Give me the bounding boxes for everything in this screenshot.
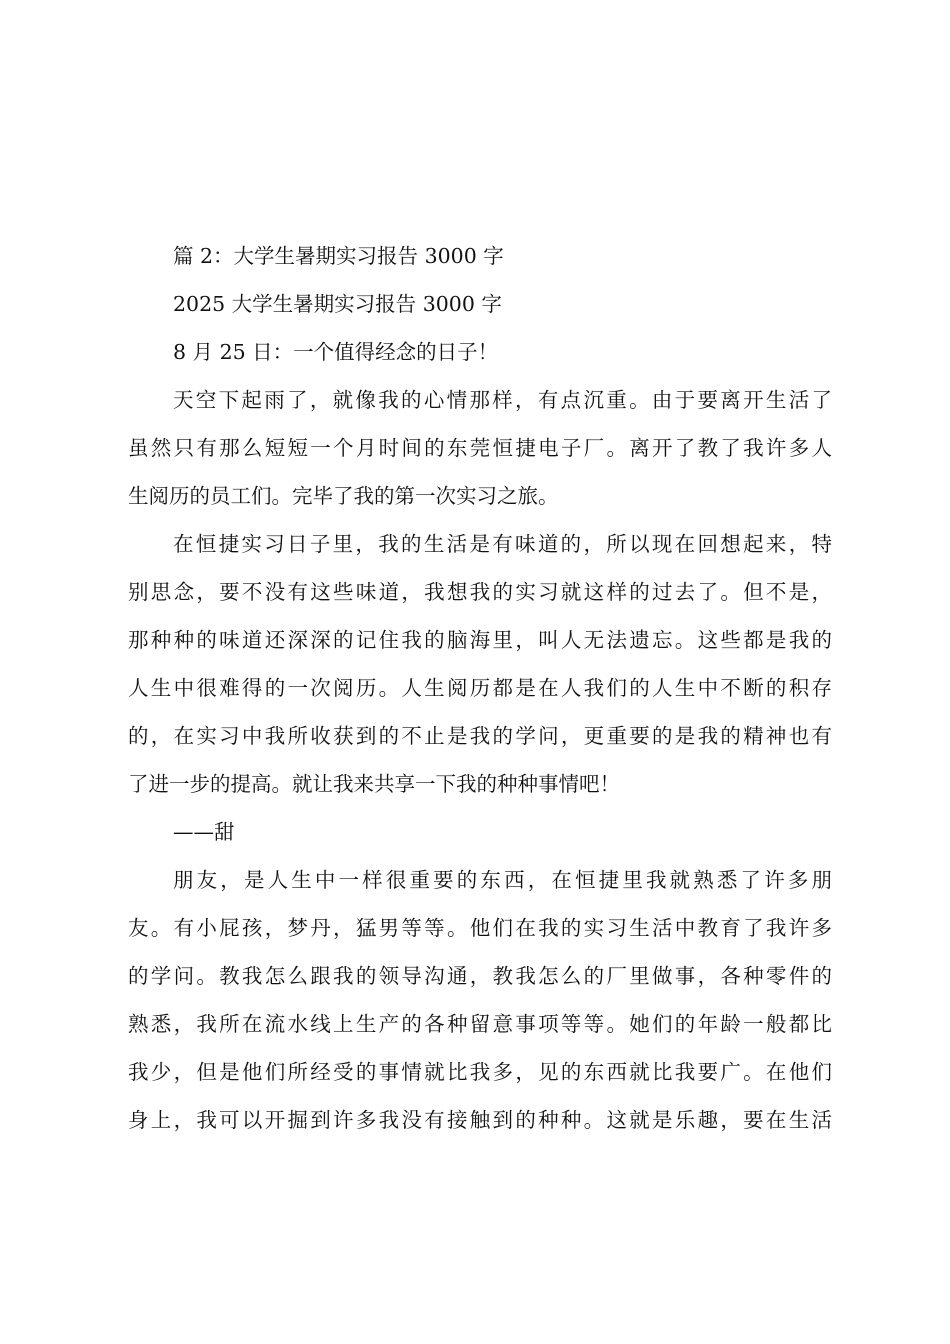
paragraph-line: 生阅历的员工们。完毕了我的第一次实习之旅。	[128, 484, 559, 508]
heading-title: 2025 大学生暑期实习报告 3000 字	[173, 292, 502, 316]
date-line: 8 月 25 日：一个值得经念的日子！	[173, 340, 499, 364]
document-body	[128, 236, 832, 1140]
paragraph-2	[128, 524, 832, 804]
paragraph-3	[128, 860, 832, 1140]
paragraph-line: 的，在实习中我所收获到的不止是我的学问，更重要的是我的精神也有	[128, 724, 832, 748]
paragraph-line: 我少，但是他们所经受的事情就比我多，见的东西就比我要广。在他们	[128, 1060, 832, 1084]
paragraph-line: 身上，我可以开掘到许多我没有接触到的种种。这就是乐趣，要在生活	[128, 1108, 832, 1132]
paragraph-line: 熟悉，我所在流水线上生产的各种留意事项等等。她们的年龄一般都比	[128, 1012, 832, 1036]
paragraph-1	[128, 380, 832, 516]
paragraph-line: 虽然只有那么短短一个月时间的东莞恒捷电子厂。离开了教了我许多人	[128, 436, 832, 460]
paragraph-line: 天空下起雨了，就像我的心情那样，有点沉重。由于要离开生活了	[173, 388, 832, 412]
paragraph-line: 了进一步的提高。就让我来共享一下我的种种事情吧！	[128, 772, 620, 796]
heading-part: 篇 2：大学生暑期实习报告 3000 字	[173, 244, 504, 268]
paragraph-line: 别思念，要不没有这些味道，我想我的实习就这样的过去了。但不是，	[128, 580, 832, 604]
paragraph-line: 的学问。教我怎么跟我的领导沟通，教我怎么的厂里做事，各种零件的	[128, 964, 832, 988]
section-mark: ——甜	[173, 820, 235, 844]
paragraph-line: 那种种的味道还深深的记住我的脑海里，叫人无法遗忘。这些都是我的	[128, 628, 832, 652]
paragraph-line: 人生中很难得的一次阅历。人生阅历都是在人我们的人生中不断的积存	[128, 676, 832, 700]
paragraph-line: 在恒捷实习日子里，我的生活是有味道的，所以现在回想起来，特	[173, 532, 832, 556]
paragraph-line: 朋友，是人生中一样很重要的东西，在恒捷里我就熟悉了许多朋	[173, 868, 832, 892]
paragraph-line: 友。有小屁孩，梦丹，猛男等等。他们在我的实习生活中教育了我许多	[128, 916, 832, 940]
